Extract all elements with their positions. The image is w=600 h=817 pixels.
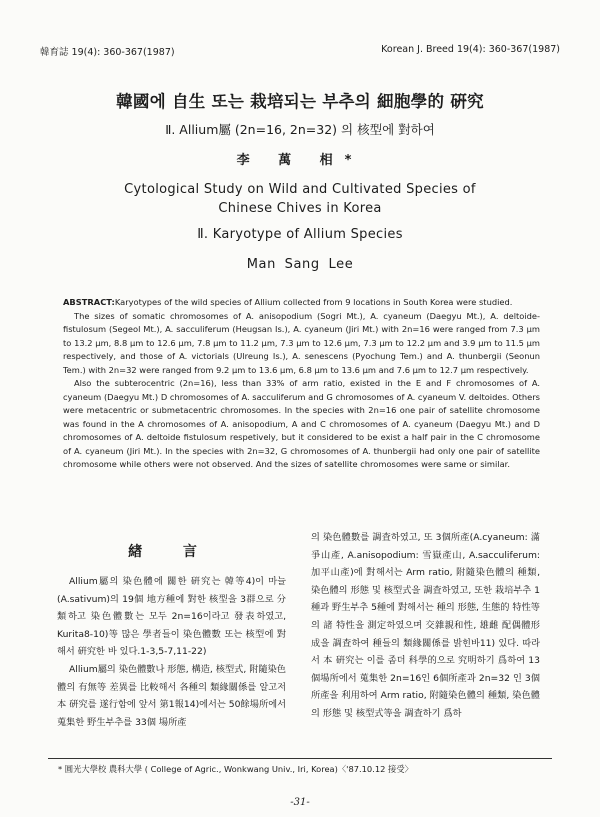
- right-column: [311, 529, 540, 723]
- abstract: [63, 296, 540, 472]
- journal-citation-ko: 韓育誌 19(4): 360-367(1987): [40, 47, 175, 58]
- abstract-paragraph-3: Also the subterocentric (2n=16), less than 33% of arm ratio, existed in the E and F chromosomes of A. cyaneum (Daegyu Mt.) D chromosomes of A. sacculiferum and G chromosomes of A. cyaneum V. deltoides. Others were metacentric or submetacentric chromosomes. In the species with 2n=16 one pair of satellite chromosome was found in the A chromosomes of A. anisopodium, A and C chromosomes of A. cyaneum (Daegyu Mt.) and D chromosomes of A. deltoide fistulosum respetively, but it considered to be exist a half pair in the C chromosome of A. cyaneum (Jiri Mt.). In the species with 2n=32, G chromosomes of A. thunbergii had only one pair of satellite chromosome while others were not observed. And the sizes of satellite chromosomes were same or similar.: [63, 378, 540, 469]
- author-korean: 李 萬 相*: [236, 153, 364, 168]
- page-number: -31-: [290, 797, 310, 808]
- intro-paragraph-2: Allium屬의 染色體數나 形態, 構造, 核型式, 附隨染色體의 有無等 差異를 比較해서 各種의 類緣關係를 알고저 本 硏究를 遂行함에 앞서 第1報14)에서는 50餘場所에서 蒐集한 野生부추를 33個 場所產: [57, 663, 286, 728]
- subtitle-korean: Ⅱ. Allium屬 (2n=16, 2n=32) 의 核型에 對하여: [165, 122, 435, 137]
- abstract-label: ABSTRACT:: [63, 297, 115, 307]
- author-affiliation-footnote: * 圓光大學校 農科大學 ( College of Agric., Wonkwang Univ., Iri, Korea)〈'87.10.12 接受〉: [58, 764, 413, 774]
- author-english: Man Sang Lee: [246, 257, 354, 272]
- title-korean: 韓國에 自生 또는 栽培되는 부추의 細胞學的 硏究: [116, 92, 484, 111]
- left-column: [57, 573, 286, 731]
- journal-citation-en: Korean J. Breed 19(4): 360-367(1987): [381, 44, 560, 55]
- intro-paragraph-1: Allium屬의 染色體에 關한 硏究는 韓等4)이 마늘 (A.sativum)의 19個 地方種에 對한 核型을 3群으로 分類하고 染色體數는 모두 2n=16이라고 發表하였고, Kurita8-10)等 많은 學者들이 染色體數 또는 核型에 對해서 硏究한 바 있다.1-3,5-7,11-22): [57, 576, 286, 658]
- abstract-paragraph-1: ABSTRACT:Karyotypes of the wild species of Allium collected from 9 locations in South Korea were studied.: [63, 297, 513, 307]
- subtitle-english: Ⅱ. Karyotype of Allium Species: [197, 227, 403, 242]
- section-heading-introduction: 緖 言: [128, 544, 215, 560]
- intro-paragraph-3: 의 染色體數를 調査하였고, 또 3個所產(A.cyaneum: 滿爭山產, A.anisopodium: 雪嶽產山, A.sacculiferum: 加平山產)에 對해서는 Arm ratio, 附隨染色體의 種類, 染色體의 形態 및 核型式을 調査하였고, 또한 栽培부추 1種과 野生부추 5種에 對해서는 種의 形態, 生態的 特性等의 諸 特性을 測定하였으며 交雜親和性, 雄雌 配偶體形成을 調査하여 種들의 類緣關係를 밝힌바11) 있다. 따라서 本 硏究는 이를 좀더 科學的으로 究明하기 爲하여 13 個場所에서 蒐集한 2n=16인 6個所產과 2n=32 인 3個所產을 利用하여 Arm ratio, 附隨染色體의 種類, 染色體의 形態 및 核型式等을 調査하기 爲하: [311, 532, 540, 719]
- footnote-divider: [48, 758, 552, 759]
- title-english: Cytological Study on Wild and Cultivated Species of Chinese Chives in Korea: [124, 182, 476, 216]
- abstract-paragraph-2: The sizes of somatic chromosomes of A. anisopodium (Sogri Mt.), A. cyaneum (Daegyu Mt.), A. deltoide-fistulosum (Segeol Mt.), A. sacculiferum (Heugsan Is.), A. cyaneum (Jiri Mt.) with 2n=16 were ranged from 7.3 μm to 13.2 μm, 8.8 μm to 12.6 μm, 7.8 μm to 11.2 μm, 7.3 μm to 12.6 μm, 7.3 μm to 12.2 μm and 3.9 μm to 11.5 μm respectively, and those of A. victorials (Ulreung Is.), A. senescens (Pyochung Tem.) and A. thunbergii (Seonun Tem.) with 2n=32 were ranged from 9.2 μm to 13.6 μm, 6.8 μm to 13.6 μm and 7.6 μm to 12.7 μm respectively.: [63, 310, 540, 375]
